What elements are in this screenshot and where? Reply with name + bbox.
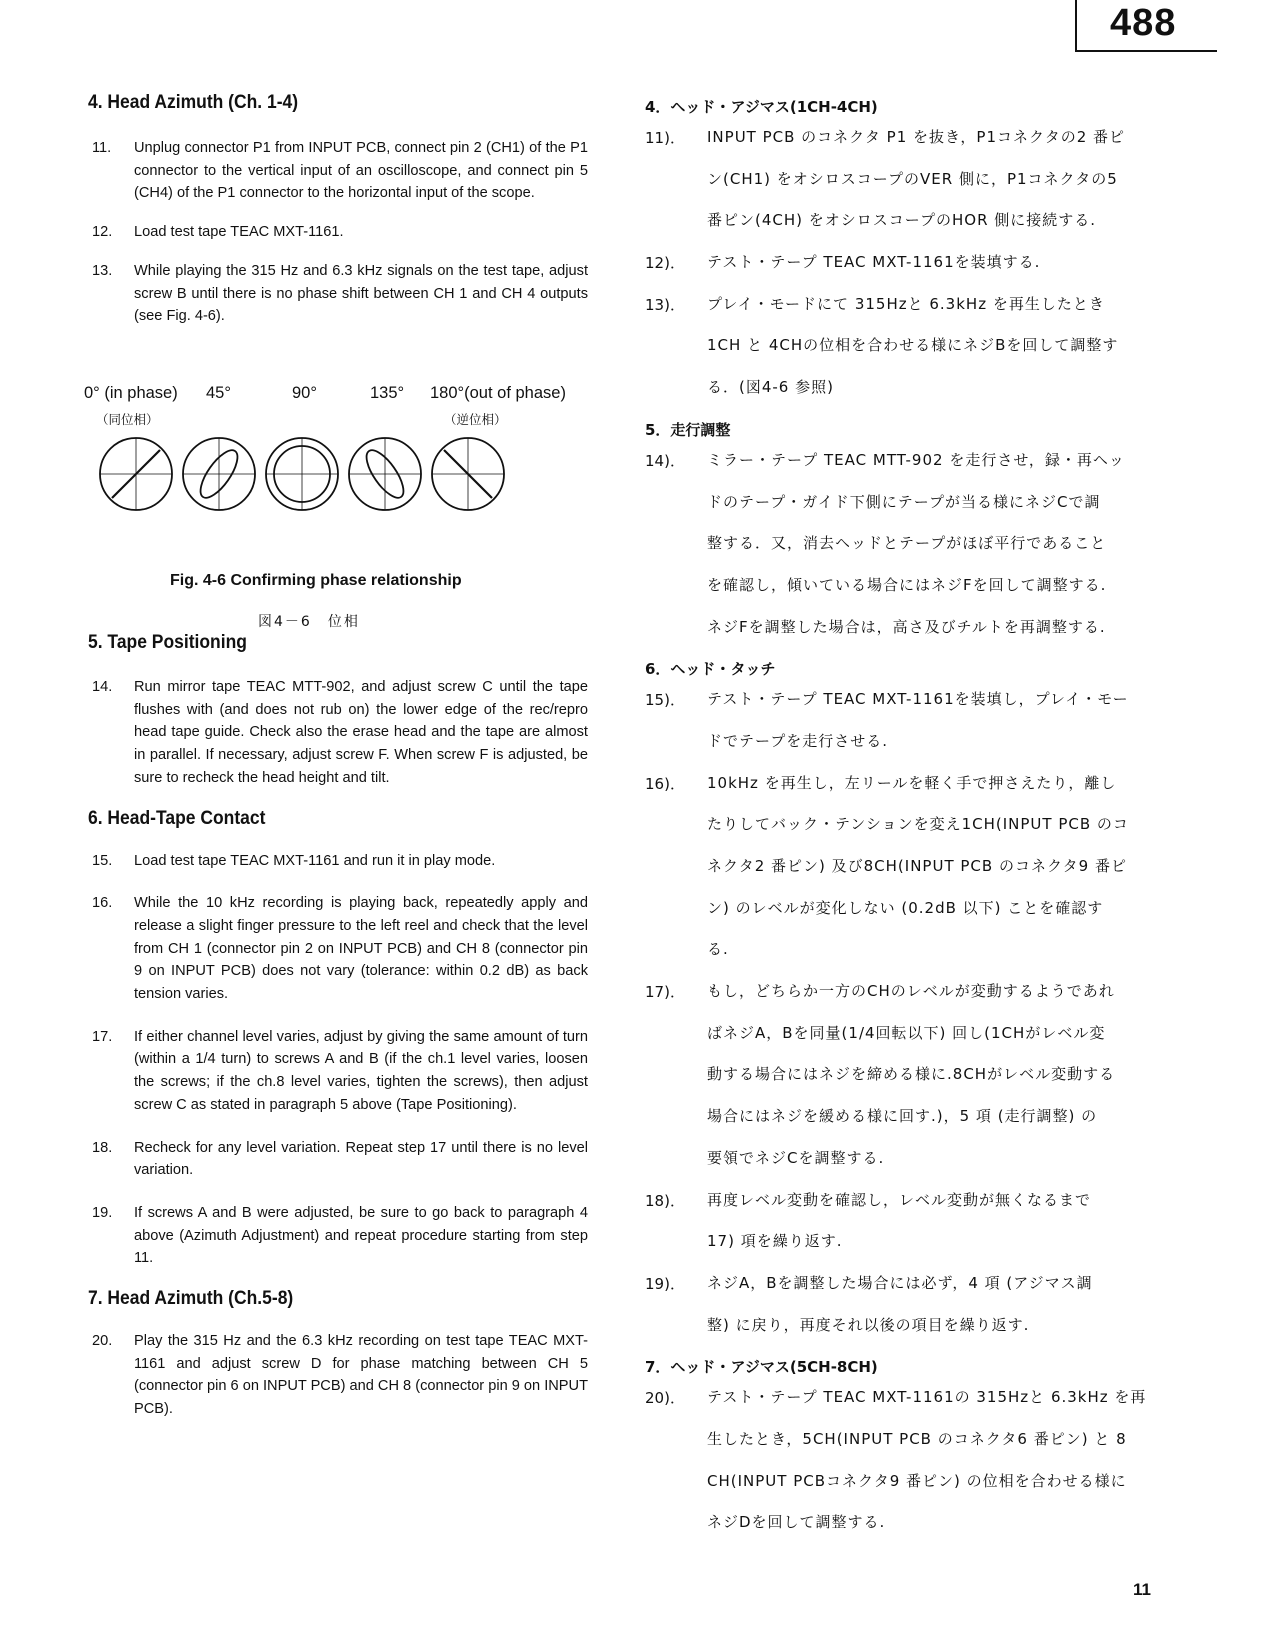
- phase-180-scope: [432, 438, 504, 510]
- step-14: 14. Run mirror tape TEAC MTT-902, and adjust screw C until the tape flushes with (and does not rub on) the lower edge of the rec/repro head tape guide. Check also the erase head and the tape are almost in parallel. If necessary, adjust screw F. When screw F is adjusted, be sure to recheck the head height and tilt.: [92, 679, 588, 786]
- model-number: 488: [1110, 2, 1177, 44]
- phase-135-scope: [349, 438, 421, 510]
- step-18: 18. Recheck for any level variation. Repeat step 17 until there is no level variation.: [92, 1139, 588, 1179]
- fig-sub-out-phase: （逆位相）: [444, 412, 507, 427]
- page-number: 11: [1133, 1580, 1151, 1599]
- step-20: 20. Play the 315 Hz and the 6.3 kHz recording on test tape TEAC MXT-1161 and adjust screw D for phase matching between CH 5 (connector pin 6 on INPUT PCB) and CH 8 (connector pin 9 on INPUT PCB).: [92, 1333, 588, 1418]
- step-15: 15. Load test tape TEAC MXT-1161 and run it in play mode.: [92, 852, 496, 869]
- fig-label-0: 0° (in phase): [84, 384, 178, 402]
- japanese-column: [645, 96, 1145, 1554]
- step-11: 11. Unplug connector P1 from INPUT PCB, connect pin 2 (CH1) of the P1 connector to the vertical input of an oscilloscope, and connect pin 5 (CH4) of the P1 connector to the horizontal input of the scope.: [92, 140, 588, 202]
- ja-step-14: 14)． ミラー・テープ TEAC MTT-902 を走行させ，録・再ヘッ ドのテープ・ガイド下側にテープが当る様にネジCで調 整する．又，消去ヘッドとテープがほぼ平行であること を確認し，傾いている場合にはネジFを回して調整する. ネジFを調整した場合は，高さ及びチルトを再調整する.: [645, 450, 1125, 636]
- step-17: 17. If either channel level varies, adjust by giving the same amount of turn (within a 1/4 turn) to screws A and B (if the ch.1 level varies, loosen the screws; if the ch.8 level varies, tighten the screws), then adjust screw C as stated in paragraph 5 above (Tape Positioning).: [92, 1028, 588, 1113]
- fig-label-180: 180°(out of phase): [430, 384, 566, 402]
- ja-step-19: 19)． ネジA，Bを調整した場合には必ず，4 項 (アジマス調 整) に戻り，再度それ以後の項目を繰り返す.: [645, 1273, 1093, 1334]
- ja-step-20: 20)． テスト・テープ TEAC MXT-1161の 315Hzと 6.3kHz を再 生したとき，5CH(INPUT PCB のコネクタ6 番ピン) と 8 CH(INPUT PCBコネクタ9 番ピン) の位相を合わせる様に ネジDを回して調整する.: [645, 1388, 1147, 1532]
- figure-caption: Fig. 4-6 Confirming phase relationship: [170, 572, 462, 589]
- fig-label-45: 45°: [206, 384, 231, 402]
- figure-caption-ja: 図4－6 位相: [258, 614, 360, 630]
- ja-section-7-title: 7．ヘッド・アジマス(5CH-8CH): [645, 1358, 878, 1377]
- fig-label-90: 90°: [292, 384, 317, 402]
- ja-step-18: 18)． 再度レベル変動を確認し，レベル変動が無くなるまで 17) 項を繰り返す.: [645, 1190, 1092, 1251]
- section-4-title: 4. Head Azimuth (Ch. 1-4): [88, 92, 299, 113]
- phase-45-scope: [183, 438, 255, 510]
- ja-step-12: 12)． テスト・テープ TEAC MXT-1161を装填する.: [645, 253, 1041, 273]
- step-13: 13. While playing the 315 Hz and 6.3 kHz signals on the test tape, adjust screw B until there is no phase shift between CH 1 and CH 4 outputs (see Fig. 4-6).: [92, 262, 588, 325]
- phase-figure: [90, 434, 530, 514]
- section-7-title: 7. Head Azimuth (Ch.5-8): [88, 1288, 294, 1310]
- fig-sub-in-phase: （同位相）: [96, 412, 159, 427]
- ja-section-6-title: 6．ヘッド・タッチ: [645, 660, 776, 679]
- section-5-title: 5. Tape Positioning: [88, 632, 247, 653]
- fig-label-135: 135°: [370, 384, 405, 402]
- step-19: 19. If screws A and B were adjusted, be sure to go back to paragraph 4 above (Azimuth Adjustment) and repeat procedure starting from step 11.: [92, 1204, 588, 1267]
- english-column: [88, 92, 588, 328]
- ja-step-11: 11)． INPUT PCB のコネクタ P1 を抜き，P1コネクタの2 番ピ ン(CH1) をオシロスコープのVER 側に，P1コネクタの5 番ピン(4CH) をオシロスコープのHOR 側に接続する.: [645, 128, 1126, 230]
- ja-step-17: 17)． もし，どちらか一方のCHのレベルが変動するようであれ ばネジA，Bを同量(1/4回転以下) 回し(1CHがレベル変 動する場合にはネジを締める様に.8CHがレベル変動する 場合にはネジを緩める様に回す.)，5 項 (走行調整) の 要領でネジCを調整する.: [645, 982, 1116, 1167]
- ja-step-13: 13)． プレイ・モードにて 315Hzと 6.3kHz を再生したとき 1CH と 4CHの位相を合わせる様にネジBを回して調整す る．(図4-6 参照): [645, 294, 1119, 397]
- ja-step-15: 15)． テスト・テープ TEAC MXT-1161を装填し，プレイ・モー ドでテープを走行させる.: [645, 690, 1129, 750]
- section-6-title: 6. Head-Tape Contact: [88, 807, 266, 829]
- ja-step-16: 16)． 10kHz を再生し，左リールを軽く手で押さえたり，離し たりしてバック・テンションを変え1CH(INPUT PCB のコ ネクタ2 番ピン) 及び8CH(INPUT PCB のコネクタ9 番ピ ン) のレベルが変化しない (0.2dB 以下) ことを確認す る.: [645, 773, 1129, 959]
- step-16: 16. While the 10 kHz recording is playing back, repeatedly apply and release a slight finger pressure to the left reel and check that the level from CH 1 (connector pin 2 on INPUT PCB) and CH 8 (connector pin 9 on INPUT PCB) does not vary (tolerance: within 0.2 dB) as back tension varies.: [92, 895, 588, 1003]
- phase-90-scope: [266, 438, 338, 510]
- english-column-lower: [88, 632, 588, 1421]
- ja-section-4-title: 4．ヘッド・アジマス(1CH-4CH): [645, 98, 878, 116]
- step-12: 12. Load test tape TEAC MXT-1161.: [92, 224, 344, 241]
- phase-0-scope: [100, 438, 172, 510]
- ja-section-5-title: 5．走行調整: [645, 420, 731, 439]
